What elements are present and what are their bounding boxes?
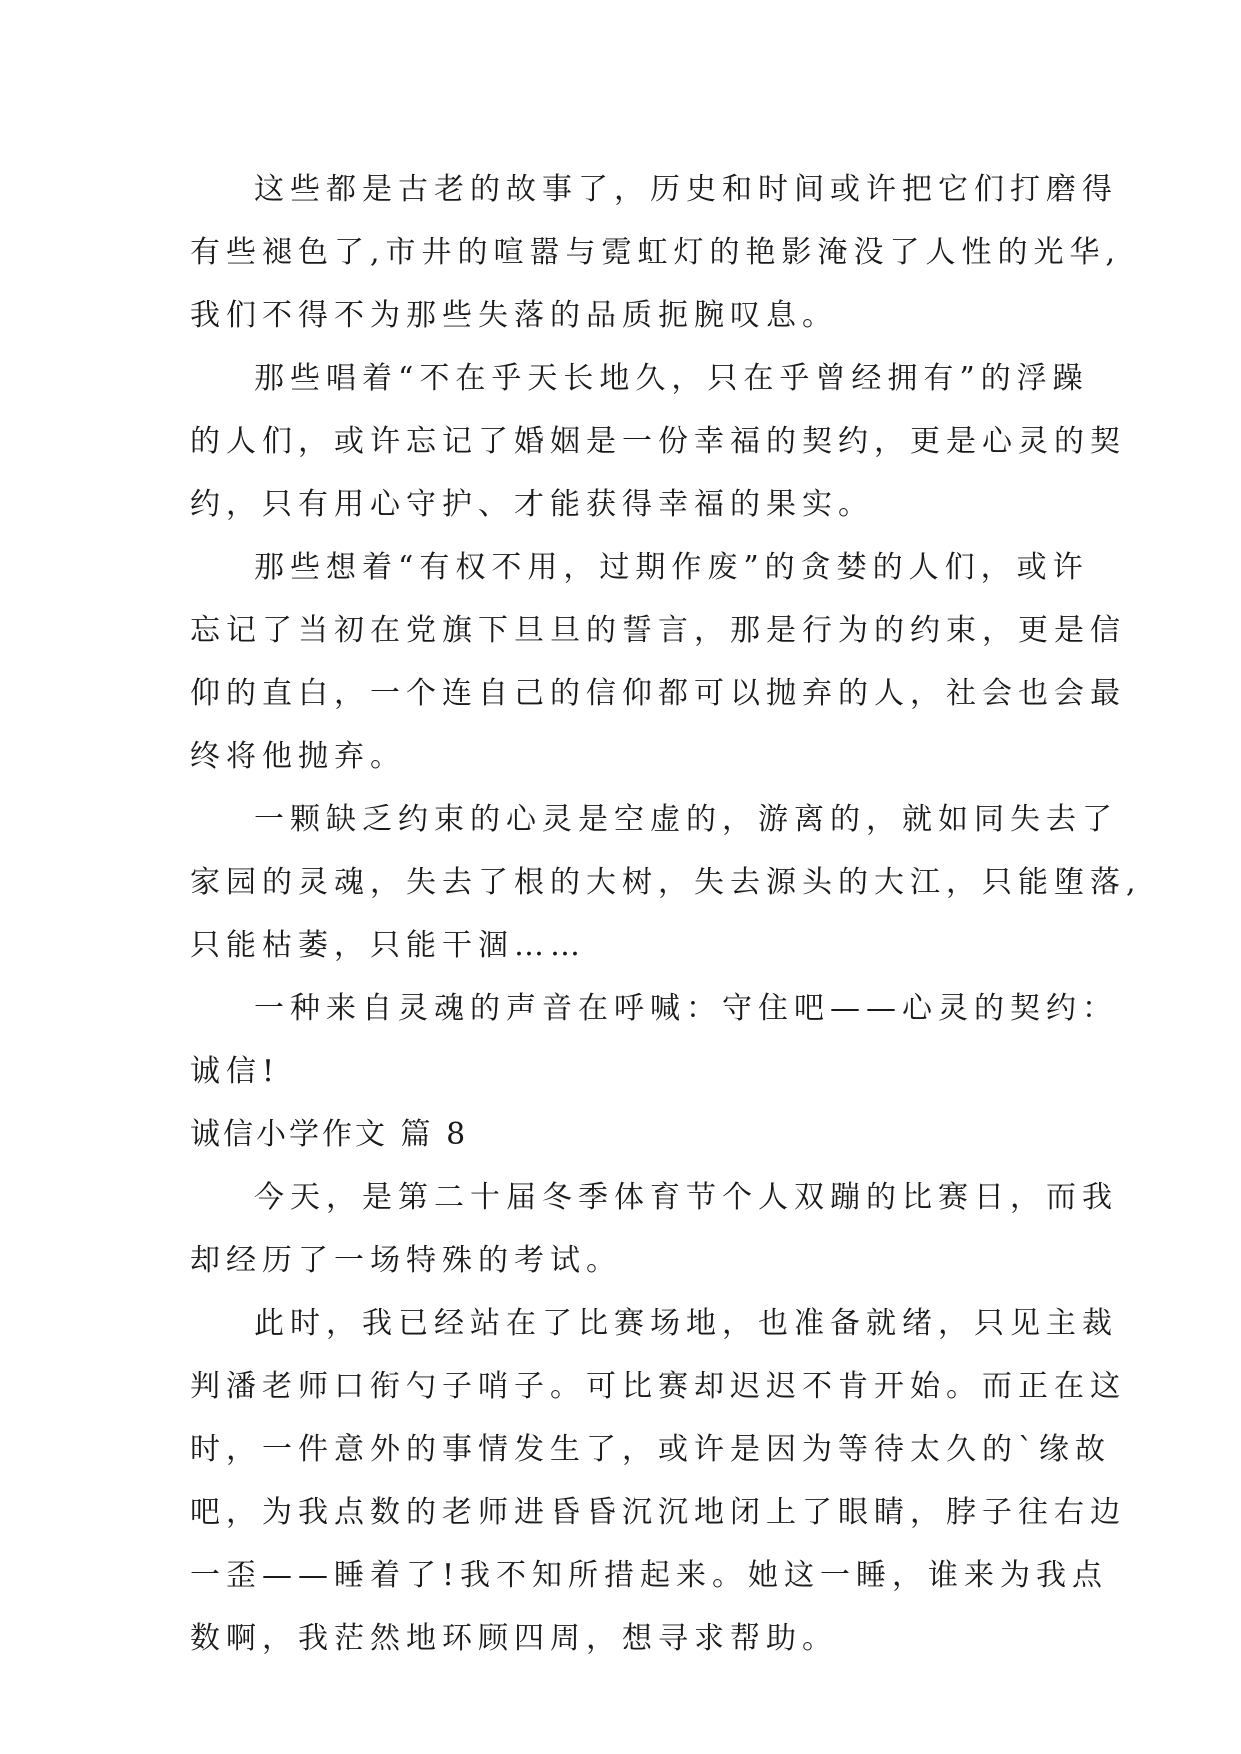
text-line: 只能枯萎，只能干涸……	[190, 928, 586, 963]
document-body	[190, 158, 1142, 1670]
text-line: 的人们，或许忘记了婚姻是一份幸福的契约，更是心灵的契	[190, 424, 1126, 459]
text-line: 约，只有用心守护、才能获得幸福的果实。	[190, 487, 874, 522]
text-line: 仰的直白，一个连自己的信仰都可以抛弃的人，社会也会最	[190, 676, 1126, 711]
text-line: 吧，为我点数的老师进昏昏沉沉地闭上了眼睛，脖子往右边	[190, 1495, 1126, 1530]
text-line: 时，一件意外的事情发生了，或许是因为等待太久的`缘故	[190, 1432, 1111, 1467]
text-line: 那些唱着“不在乎天长地久，只在乎曾经拥有”的浮躁	[254, 361, 1089, 396]
text-line: 却经历了一场特殊的考试。	[190, 1243, 622, 1278]
text-line: 终将他抛弃。	[190, 739, 406, 774]
text-line: 这些都是古老的故事了，历史和时间或许把它们打磨得	[254, 172, 1118, 207]
text-line: 数啊，我茫然地环顾四周，想寻求帮助。	[190, 1621, 838, 1656]
text-line: 一种来自灵魂的声音在呼喊：守住吧——心灵的契约：	[254, 991, 1118, 1026]
section-heading: 诚信小学作文 篇 8	[190, 1117, 469, 1152]
text-line: 判潘老师口衔勺子哨子。可比赛却迟迟不肯开始。而正在这	[190, 1369, 1126, 1404]
text-line: 有些褪色了,市井的喧嚣与霓虹灯的艳影淹没了人性的光华,	[190, 235, 1122, 270]
text-line: 今天，是第二十届冬季体育节个人双蹦的比赛日，而我	[254, 1180, 1118, 1215]
text-line: 此时，我已经站在了比赛场地，也准备就绪，只见主裁	[254, 1306, 1118, 1341]
text-line: 忘记了当初在党旗下旦旦的誓言，那是行为的约束，更是信	[190, 613, 1126, 648]
text-line: 我们不得不为那些失落的品质扼腕叹息。	[190, 298, 838, 333]
text-line: 那些想着“有权不用，过期作废”的贪婪的人们，或许	[254, 550, 1089, 585]
text-line: 诚信!	[190, 1054, 281, 1089]
text-line: 家园的灵魂，失去了根的大树，失去源头的大江，只能堕落,	[190, 865, 1142, 900]
text-line: 一颗缺乏约束的心灵是空虚的，游离的，就如同失去了	[254, 802, 1118, 837]
text-line: 一歪——睡着了!我不知所措起来。她这一睡，谁来为我点	[190, 1558, 1109, 1593]
